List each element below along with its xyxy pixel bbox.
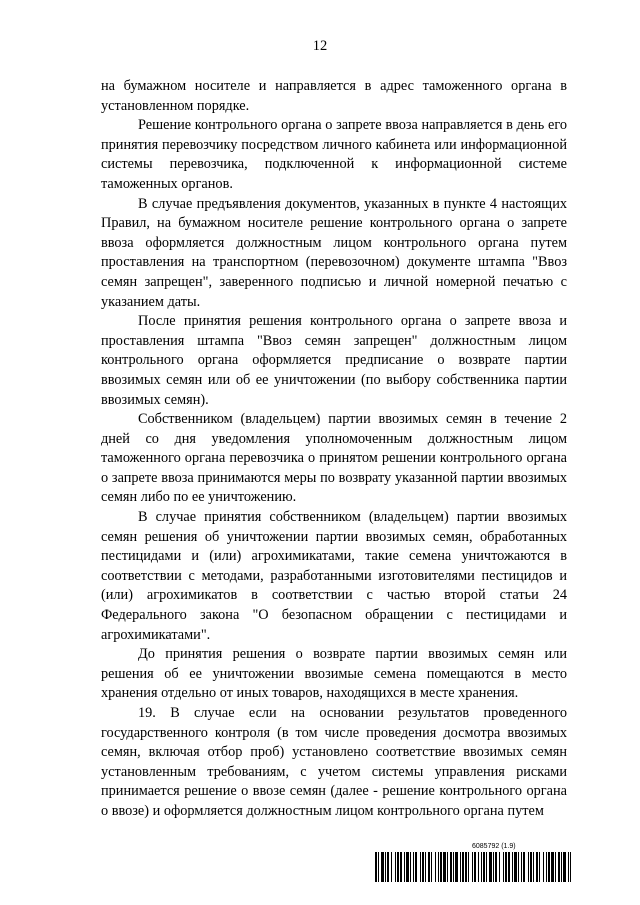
paragraph-4: После принятия решения контрольного органа о запрете ввоза и проставления штампа "Ввоз семян запрещен" должностным лицом контрольного органа оформляется предписание о возврате партии ввозимых семян или об ее уничтожении (по выбору собственника партии ввозимых семян).: [101, 313, 567, 408]
document-body: [101, 77, 567, 822]
paragraph-3: В случае предъявления документов, указанных в пункте 4 настоящих Правил, на бумажном носителе решение контрольного органа о запрете ввоза оформляется должностным лицом контрольного органа путем проставления на транспортном (перевозочном) документе штампа "Ввоз семян запрещен", заверенного подписью и личной номерной печатью с указанием даты.: [101, 195, 567, 310]
document-code: 6085792 (1.9): [472, 843, 516, 850]
paragraph-1: на бумажном носителе и направляется в адрес таможенного органа в установленном порядке.: [101, 78, 567, 114]
paragraph-8: 19. В случае если на основании результатов проведенного государственного контроля (в том числе проведения досмотра ввозимых семян, включая отбор проб) установлено соответствие ввозимых семян установленным требованиям, с учетом системы управления рисками принимается решение о ввозе семян (далее - решение контрольного органа о ввозе) и оформляется должностным лицом контрольного органа путем: [101, 705, 567, 819]
page-number: 12: [312, 38, 328, 54]
paragraph-6: В случае принятия собственником (владельцем) партии ввозимых семян решения об уничтожении партии ввозимых семян, обработанных пестицидами и (или) агрохимикатами, такие семена уничтожаются в соответствии с методами, разработанными изготовителями пестицидов и (или) агрохимикатов в соответствии с частью второй статьи 24 Федерального закона "О безопасном обращении с пестицидами и агрохимикатами".: [101, 509, 567, 643]
paragraph-5: Собственником (владельцем) партии ввозимых семян в течение 2 дней со дня уведомления уполномоченным должностным лицом таможенного органа перевозчика о принятом решении контрольного органа о запрете ввоза принимаются меры по возврату указанной партии ввозимых семян либо по ее уничтожению.: [101, 411, 567, 506]
paragraph-2: Решение контрольного органа о запрете ввоза направляется в день его принятия перевозчику посредством личного кабинета или информационной системы перевозчика, подключенной к информационной системе таможенных органов.: [101, 117, 567, 192]
barcode: [375, 852, 571, 882]
paragraph-7: До принятия решения о возврате партии ввозимых семян или решения об ее уничтожении ввозимые семена помещаются в место хранения отдельно от иных товаров, находящихся в месте хранения.: [101, 646, 567, 702]
